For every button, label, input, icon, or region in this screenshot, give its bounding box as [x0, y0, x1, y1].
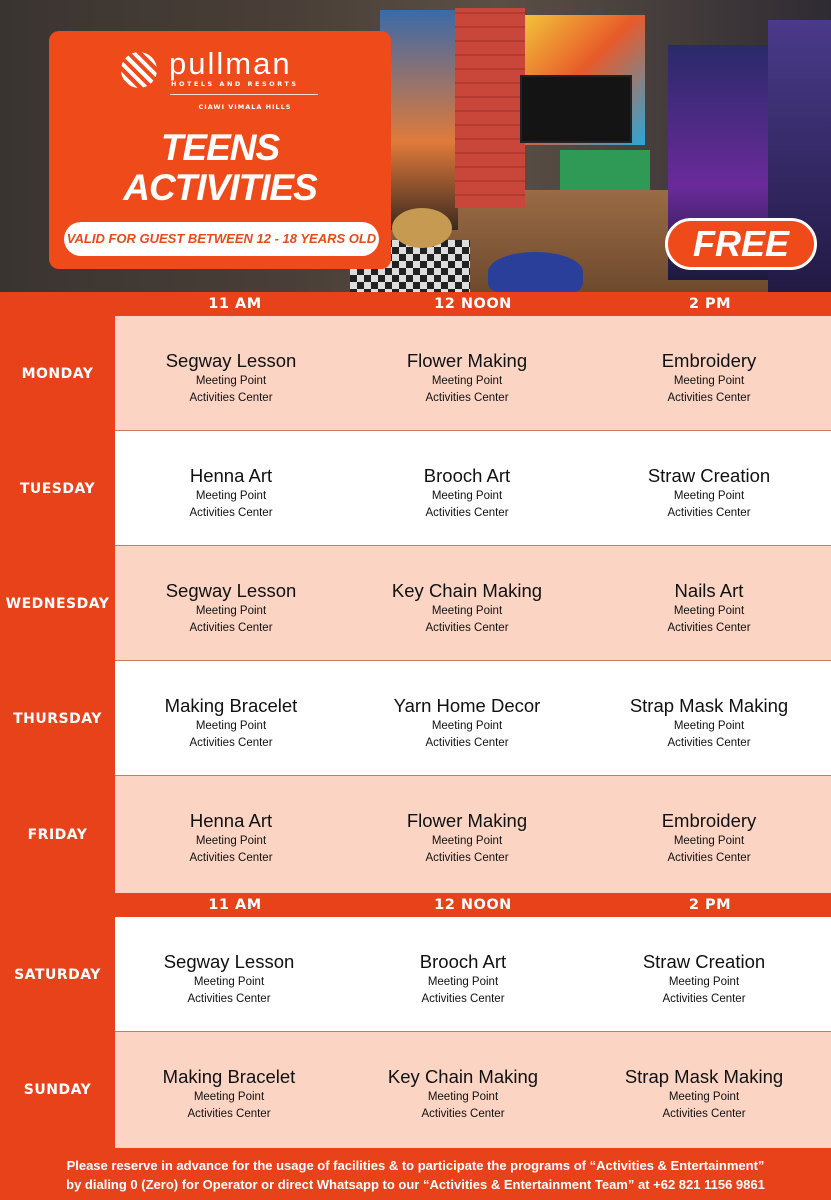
- meeting-point-label: Meeting Point: [427, 976, 499, 988]
- activity-cell: [115, 316, 347, 430]
- activity-location: Activities Center: [425, 852, 509, 864]
- meeting-point-label: Meeting Point: [673, 835, 745, 847]
- day-row-monday: [0, 316, 831, 431]
- activity-location: Activities Center: [189, 392, 273, 404]
- activity-location: Activities Center: [425, 737, 509, 749]
- meeting-point-label: Meeting Point: [673, 605, 745, 617]
- wall-art-green: [560, 150, 650, 190]
- activity-name: Flower Making: [406, 350, 528, 371]
- pullman-logo-icon: [121, 52, 157, 88]
- bean-bag: [488, 252, 583, 292]
- activity-location: Activities Center: [189, 737, 273, 749]
- mural-wall: [380, 10, 458, 230]
- meeting-point-label: Meeting Point: [195, 605, 267, 617]
- activity-location: Activities Center: [425, 392, 509, 404]
- footer-line-2: by dialing 0 (Zero) for Operator or direct Whatsapp to our “Activities & Entertainment Team” at +62 821 1156 9861: [66, 1177, 765, 1192]
- activity-name: Segway Lesson: [165, 580, 297, 601]
- activity-location: Activities Center: [421, 1108, 505, 1120]
- activity-name: Brooch Art: [423, 465, 511, 486]
- day-label: FRIDAY: [0, 776, 115, 893]
- meeting-point-label: Meeting Point: [668, 1091, 740, 1103]
- reservation-footer: [0, 1148, 831, 1200]
- activity-name: Straw Creation: [647, 465, 771, 486]
- day-row-wednesday: [0, 546, 831, 661]
- activity-location: Activities Center: [189, 622, 273, 634]
- activity-cell: [115, 1032, 343, 1148]
- activity-name: Embroidery: [661, 810, 757, 831]
- activity-name: Segway Lesson: [165, 350, 297, 371]
- activity-name: Making Bracelet: [164, 695, 298, 716]
- time-slot-1: 11 AM: [208, 897, 262, 913]
- activity-location: Activities Center: [662, 1108, 746, 1120]
- time-slot-2: 12 NOON: [434, 296, 512, 312]
- activity-cell: [115, 776, 347, 893]
- meeting-point-label: Meeting Point: [673, 490, 745, 502]
- activity-name: Strap Mask Making: [629, 695, 789, 716]
- day-row-tuesday: [0, 431, 831, 546]
- meeting-point-label: Meeting Point: [431, 835, 503, 847]
- activity-location: Activities Center: [187, 993, 271, 1005]
- meeting-point-label: Meeting Point: [431, 490, 503, 502]
- activity-name: Henna Art: [189, 465, 273, 486]
- free-badge: FREE: [665, 218, 817, 270]
- meeting-point-label: Meeting Point: [193, 976, 265, 988]
- activity-location: Activities Center: [667, 622, 751, 634]
- time-slot-3: 2 PM: [688, 897, 732, 913]
- activity-cell: [589, 431, 829, 545]
- activity-name: Segway Lesson: [163, 951, 295, 972]
- bean-bag-yellow: [392, 208, 452, 248]
- activity-cell: [115, 917, 343, 1031]
- activity-location: Activities Center: [187, 1108, 271, 1120]
- meeting-point-label: Meeting Point: [195, 375, 267, 387]
- activity-location: Activities Center: [425, 507, 509, 519]
- activity-name: Key Chain Making: [391, 580, 543, 601]
- time-header-weekdays: [0, 292, 831, 316]
- activity-name: Straw Creation: [642, 951, 766, 972]
- activity-location: Activities Center: [421, 993, 505, 1005]
- activity-cell: [351, 316, 583, 430]
- meeting-point-label: Meeting Point: [431, 375, 503, 387]
- activity-location: Activities Center: [667, 737, 751, 749]
- activity-name: Making Bracelet: [162, 1066, 296, 1087]
- meeting-point-label: Meeting Point: [668, 976, 740, 988]
- meeting-point-label: Meeting Point: [193, 1091, 265, 1103]
- activity-location: Activities Center: [425, 622, 509, 634]
- activity-location: Activities Center: [667, 852, 751, 864]
- meeting-point-label: Meeting Point: [427, 1091, 499, 1103]
- activity-cell: [589, 661, 829, 775]
- activity-location: Activities Center: [667, 507, 751, 519]
- meeting-point-label: Meeting Point: [431, 605, 503, 617]
- activity-cell: [347, 917, 579, 1031]
- title-line-1: TEENS: [160, 127, 280, 168]
- day-row-sunday: [0, 1032, 831, 1148]
- time-slot-2: 12 NOON: [434, 897, 512, 913]
- meeting-point-label: Meeting Point: [195, 720, 267, 732]
- meeting-point-label: Meeting Point: [673, 720, 745, 732]
- activity-cell: [581, 1032, 827, 1148]
- activity-cell: [589, 776, 829, 893]
- activity-cell: [351, 661, 583, 775]
- meeting-point-label: Meeting Point: [195, 835, 267, 847]
- activity-name: Flower Making: [406, 810, 528, 831]
- meeting-point-label: Meeting Point: [195, 490, 267, 502]
- day-label: TUESDAY: [0, 431, 115, 546]
- activity-cell: [351, 776, 583, 893]
- age-validity-badge: VALID FOR GUEST BETWEEN 12 - 18 YEARS OLD: [64, 222, 379, 256]
- activity-cell: [351, 546, 583, 660]
- day-label: THURSDAY: [0, 661, 115, 776]
- brick-wall: [455, 8, 525, 208]
- activity-name: Key Chain Making: [387, 1066, 539, 1087]
- pullman-logo: [121, 48, 321, 92]
- time-slot-3: 2 PM: [688, 296, 732, 312]
- activity-name: Brooch Art: [419, 951, 507, 972]
- day-label: SATURDAY: [0, 917, 115, 1032]
- activity-name: Yarn Home Decor: [393, 695, 541, 716]
- time-header-weekend: [0, 893, 831, 917]
- logo-sub: HOTELS AND RESORTS: [171, 80, 299, 88]
- activity-cell: [351, 431, 583, 545]
- activity-location: Activities Center: [667, 392, 751, 404]
- day-row-saturday: [0, 917, 831, 1032]
- day-label: SUNDAY: [0, 1032, 115, 1148]
- activity-cell: [589, 316, 829, 430]
- day-label: WEDNESDAY: [0, 546, 115, 661]
- logo-word: pullman: [169, 46, 292, 81]
- activity-name: Henna Art: [189, 810, 273, 831]
- activity-cell: [115, 661, 347, 775]
- day-row-thursday: [0, 661, 831, 776]
- activity-cell: [347, 1032, 579, 1148]
- meeting-point-label: Meeting Point: [673, 375, 745, 387]
- activity-location: Activities Center: [662, 993, 746, 1005]
- footer-line-1: Please reserve in advance for the usage of facilities & to participate the programs of “Activities & Entertainment”: [66, 1158, 765, 1173]
- meeting-point-label: Meeting Point: [431, 720, 503, 732]
- activity-cell: [115, 546, 347, 660]
- activity-name: Nails Art: [674, 580, 744, 601]
- title-line-2: ACTIVITIES: [123, 167, 317, 208]
- activity-cell: [115, 431, 347, 545]
- time-slot-1: 11 AM: [208, 296, 262, 312]
- activity-name: Strap Mask Making: [624, 1066, 784, 1087]
- activity-cell: [589, 546, 829, 660]
- activity-location: Activities Center: [189, 852, 273, 864]
- day-row-friday: [0, 776, 831, 893]
- activity-name: Embroidery: [661, 350, 757, 371]
- tv-screen: [520, 75, 632, 143]
- location-label: CIAWI VIMALA HILLS: [198, 103, 292, 111]
- activity-cell: [581, 917, 827, 1031]
- page-title: [100, 128, 340, 208]
- divider: [170, 94, 318, 95]
- activity-location: Activities Center: [189, 507, 273, 519]
- day-label: MONDAY: [0, 316, 115, 431]
